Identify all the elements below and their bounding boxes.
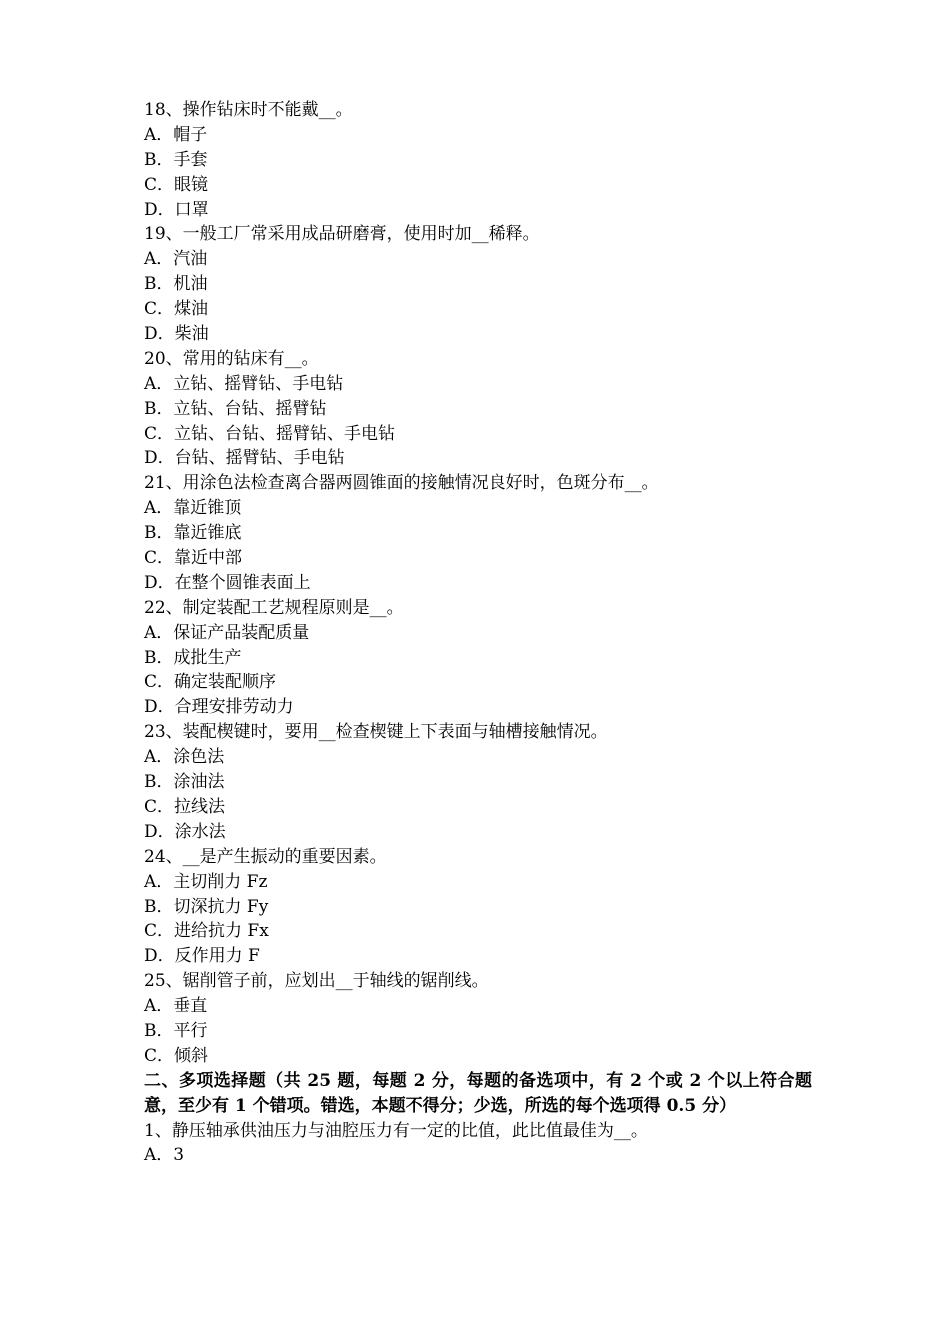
question-stem: 20、常用的钻床有__。 (144, 348, 319, 369)
question-stem: 25、锯削管子前，应划出__于轴线的锯削线。 (144, 971, 489, 992)
answer-option: C．确定装配顺序 (144, 672, 277, 693)
answer-option: C．煤油 (144, 299, 209, 320)
answer-option: A．涂色法 (144, 747, 225, 768)
answer-option: D．口罩 (144, 199, 209, 220)
answer-option: B．平行 (144, 1020, 208, 1041)
answer-option: A．主切削力 Fz (144, 871, 268, 892)
answer-option: D．反作用力 F (144, 946, 260, 967)
answer-option: C．倾斜 (144, 1045, 209, 1066)
answer-option: A．帽子 (144, 124, 208, 145)
answer-option: A．垂直 (144, 996, 208, 1017)
question-stem: 22、制定装配工艺规程原则是__。 (144, 597, 404, 618)
answer-option: B．切深抗力 Fy (144, 896, 269, 917)
answer-option: A．汽油 (144, 249, 208, 270)
answer-option: D．在整个圆锥表面上 (144, 572, 311, 593)
single-choice-questions (144, 98, 812, 1069)
answer-option: C．拉线法 (144, 796, 226, 817)
answer-option: C．立钻、台钻、摇臂钻、手电钻 (144, 423, 396, 444)
answer-option: B．涂油法 (144, 772, 225, 793)
question-stem: 21、用涂色法检查离合器两圆锥面的接触情况良好时，色斑分布__。 (144, 473, 659, 494)
answer-option: D．柴油 (144, 324, 209, 345)
question-stem: 1、静压轴承供油压力与油腔压力有一定的比值，此比值最佳为__。 (144, 1120, 648, 1141)
answer-option: A．立钻、摇臂钻、手电钻 (144, 373, 344, 394)
multiple-choice-questions (144, 1119, 812, 1169)
answer-option: D．台钻、摇臂钻、手电钻 (144, 448, 345, 469)
answer-option: D．涂水法 (144, 821, 226, 842)
section-heading-multiple-choice: 二、多项选择题（共 25 题，每题 2 分，每题的备选项中，有 2 个或 2 个以上符合题意，至少有 1 个错项。错选，本题不得分；少选，所选的每个选项得 0.5 分） (144, 1070, 812, 1116)
answer-option: A．靠近锥顶 (144, 498, 242, 519)
answer-option: B．手套 (144, 149, 208, 170)
question-stem: 18、操作钻床时不能戴__。 (144, 100, 353, 120)
answer-option: B．靠近锥底 (144, 523, 242, 544)
answer-option: C．眼镜 (144, 174, 209, 195)
answer-option: A．3 (144, 1145, 185, 1166)
question-stem: 19、一般工厂常采用成品研磨膏，使用时加__稀释。 (144, 224, 540, 245)
answer-option: C．靠近中部 (144, 548, 243, 569)
answer-option: A．保证产品装配质量 (144, 622, 310, 643)
answer-option: C．进给抗力 Fx (144, 921, 269, 942)
document-page (144, 98, 812, 1168)
answer-option: B．机油 (144, 274, 208, 295)
question-stem: 23、装配楔键时，要用__检查楔键上下表面与轴槽接触情况。 (144, 722, 608, 743)
answer-option: B．立钻、台钻、摇臂钻 (144, 398, 327, 419)
answer-option: D．合理安排劳动力 (144, 697, 294, 718)
question-stem: 24、__是产生振动的重要因素。 (144, 846, 387, 867)
answer-option: B．成批生产 (144, 647, 242, 668)
